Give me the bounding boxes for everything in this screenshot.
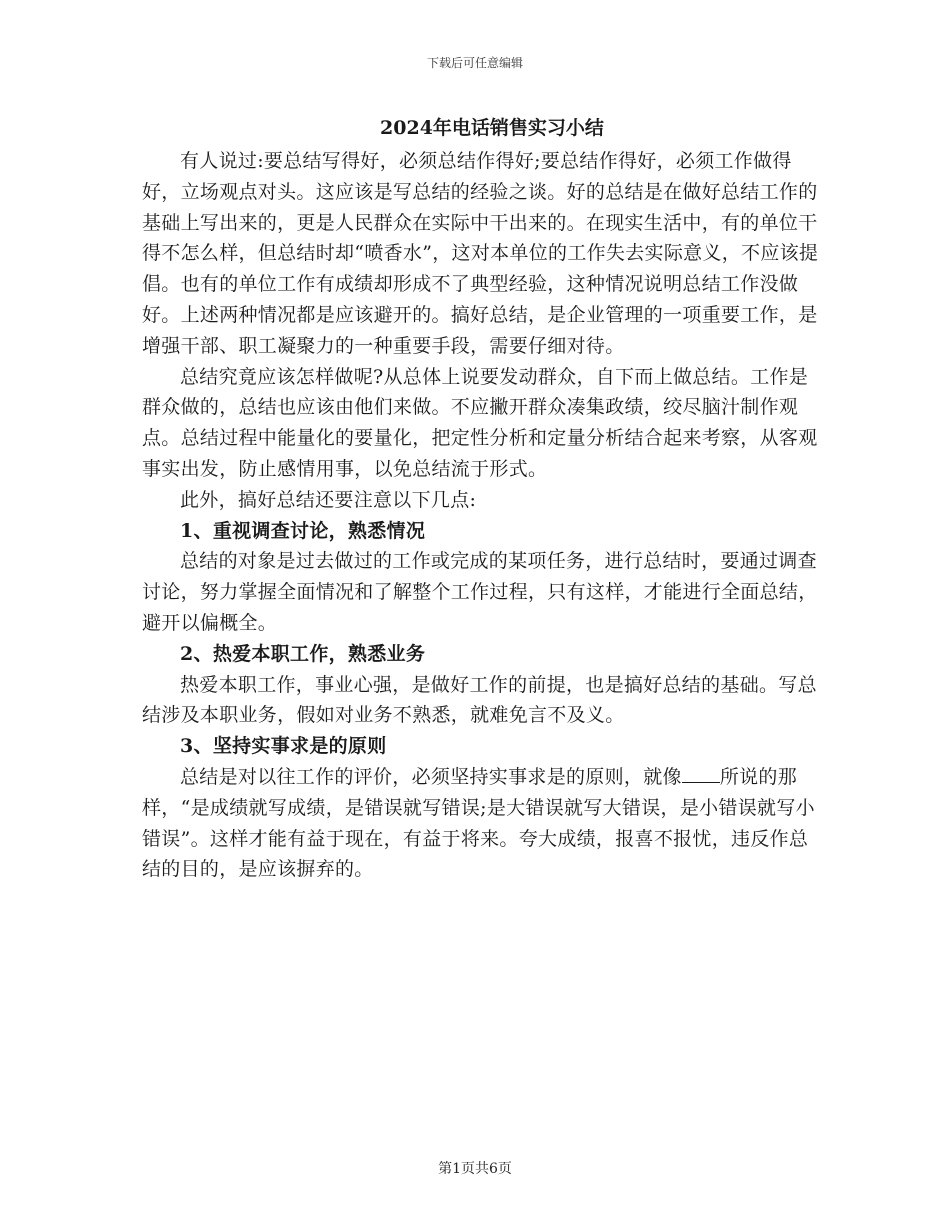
page-indicator: 第1页共6页 bbox=[438, 1161, 512, 1177]
paragraph-additional-points: 此外，搞好总结还要注意以下几点: bbox=[180, 488, 477, 511]
section-heading-1: 1、重视调查讨论，熟悉情况 bbox=[180, 519, 426, 542]
paragraph-intro: 有人说过:要总结写得好，必须总结作得好;要总结作得好，必须工作做得好，立场观点对头。这应该是写总结的经验之谈。好的总结是在做好总结工作的基础上写出来的，更是人民群众在实际中干出来的。在现实生活中，有的单位干得不怎么样，但总结时却“喷香水”，这对本单位的工作失去实际意义，不应该提倡。也有的单位工作有成绩却形成不了典型经验，这种情况说明总结工作没做好。上述两种情况都是应该避开的。搞好总结，是企业管理的一项重要工作，是增强干部、职工凝聚力的一种重要手段，需要仔细对待。 bbox=[142, 150, 819, 357]
section-heading-3: 3、坚持实事求是的原则 bbox=[180, 735, 387, 758]
document-body bbox=[142, 110, 822, 885]
section-body-3-part-b: 所说的那样，“是成绩就写成绩，是错误就写错误;是大错误就写大错误，是小错误就写小错误”。这样才能有益于现在，有益于将来。夸大成绩，报喜不报忧，违反作总结的目的，是应该摒弃的。 bbox=[142, 765, 815, 881]
section-body-3-part-a: 总结是对以往工作的评价，必须坚持实事求是的原则，就像 bbox=[180, 765, 682, 788]
section-body-2: 热爱本职工作，事业心强，是做好工作的前提，也是搞好总结的基础。写总结涉及本职业务，假如对业务不熟悉，就难免言不及义。 bbox=[142, 673, 817, 727]
section-body-3 bbox=[142, 762, 822, 885]
paragraph-how-to-summarize: 总结究竟应该怎样做呢?从总体上说要发动群众，自下而上做总结。工作是群众做的，总结也应该由他们来做。不应撇开群众凑集政绩，绞尽脑汁制作观点。总结过程中能量化的要量化，把定性分析和定量分析结合起来考察，从客观事实出发，防止感情用事，以免总结流于形式。 bbox=[142, 365, 818, 480]
document-title: 2024年电话销售实习小结 bbox=[380, 117, 604, 139]
header-note: 下载后可任意编辑 bbox=[426, 56, 523, 70]
section-heading-2: 2、热爱本职工作，熟悉业务 bbox=[180, 642, 426, 665]
fill-in-blank bbox=[682, 764, 720, 783]
section-body-1: 总结的对象是过去做过的工作或完成的某项任务，进行总结时，要通过调查讨论，努力掌握全面情况和了解整个工作过程，只有这样，才能进行全面总结，避开以偏概全。 bbox=[142, 550, 818, 634]
